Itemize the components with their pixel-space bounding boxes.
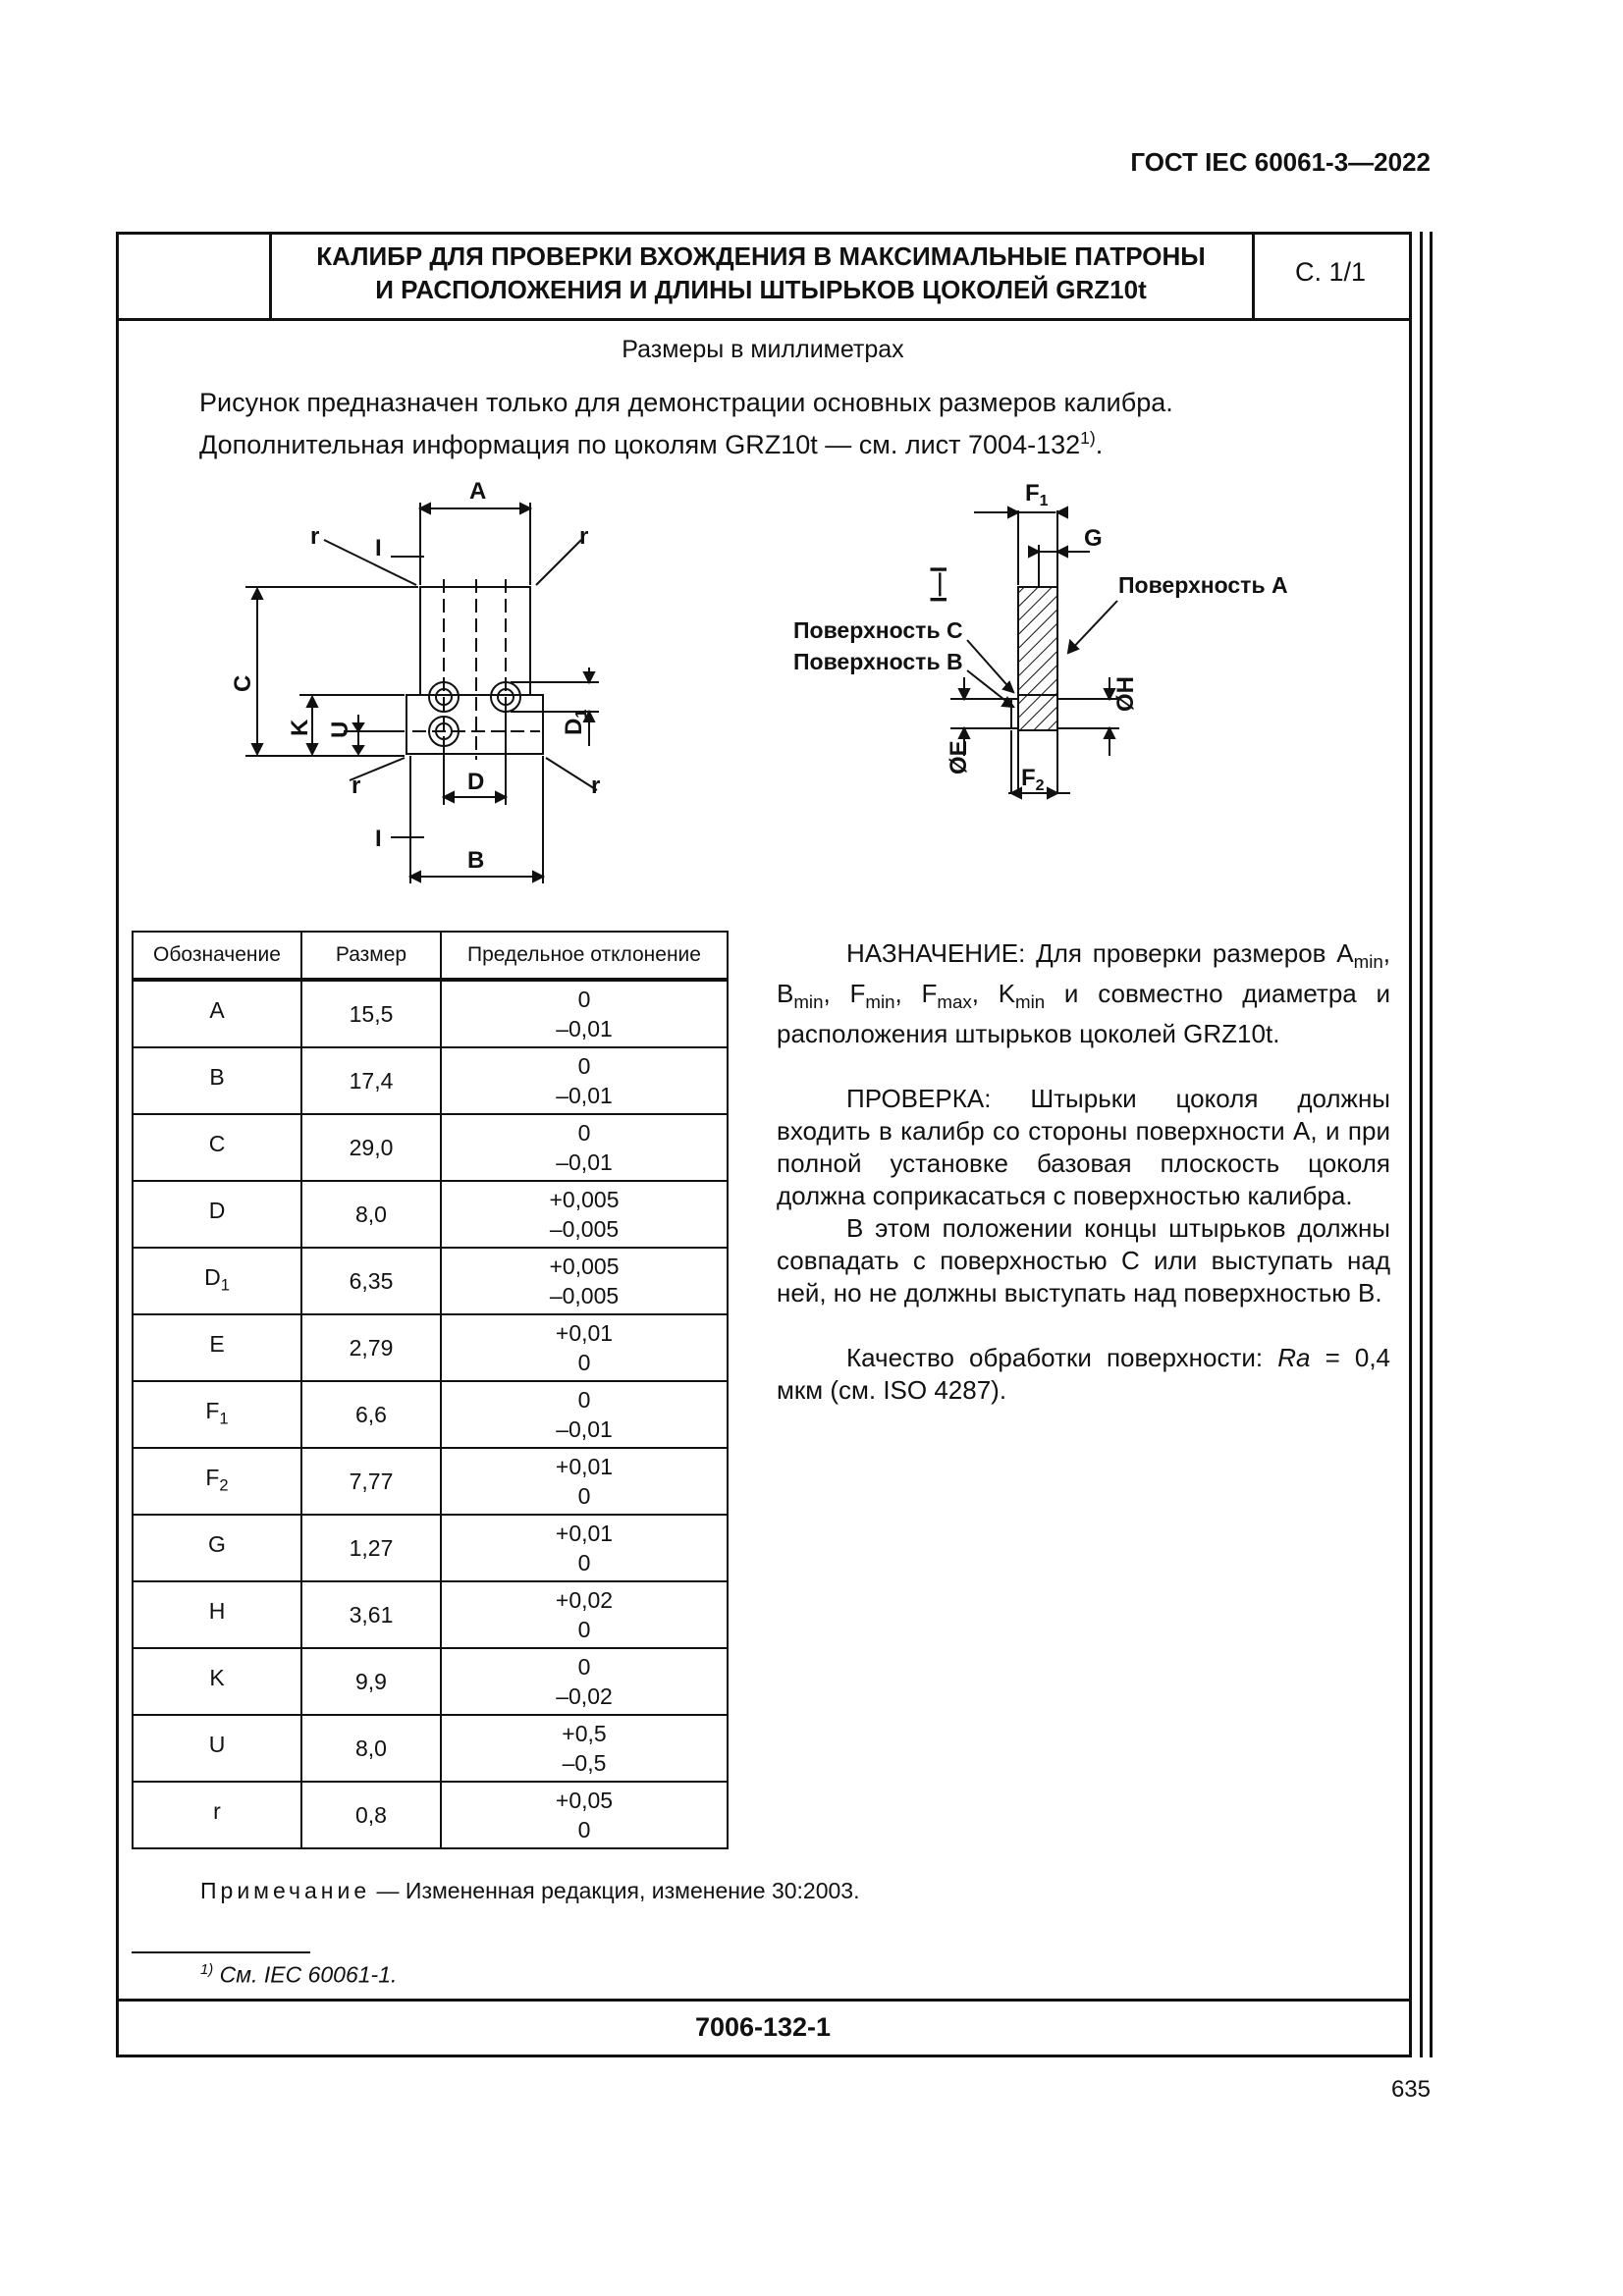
- label-surface-c: Поверхность C: [793, 617, 963, 643]
- label-section-mark: I: [375, 535, 382, 561]
- label-d1: $D_1$: [561, 709, 590, 735]
- column-header: Размер: [301, 932, 441, 980]
- deviation-cell: +0,01 0: [441, 1314, 728, 1381]
- label-d: D: [467, 769, 485, 795]
- label-r: r: [591, 773, 601, 799]
- gauge-front-labels: [230, 478, 600, 874]
- label-g: G: [1084, 525, 1103, 552]
- table-row: [133, 1047, 728, 1114]
- deviation-cell: +0,005 –0,005: [441, 1181, 728, 1248]
- footer-rule: [116, 1999, 1409, 2002]
- size-cell: 8,0: [301, 1715, 441, 1782]
- symbol-cell: $F_1$: [133, 1381, 301, 1448]
- header-divider: [269, 232, 272, 318]
- title-line-1: КАЛИБР ДЛЯ ПРОВЕРКИ ВХОЖДЕНИЯ В МАКСИМАЛЬНЫЕ ПАТРОНЫ: [316, 241, 1206, 271]
- dimensions-table: [132, 931, 729, 1849]
- deviation-cell: 0 –0,01: [441, 1047, 728, 1114]
- symbol-cell: K: [133, 1648, 301, 1715]
- table-row: [133, 1515, 728, 1581]
- note-label: Примечание: [200, 1878, 371, 1903]
- table-row: [133, 980, 728, 1047]
- intro-text: [199, 385, 1173, 462]
- label-u: U: [327, 721, 353, 738]
- frame-right-rule: [1420, 232, 1423, 2057]
- symbol-cell: $F_2$: [133, 1448, 301, 1515]
- label-r: r: [579, 523, 589, 550]
- deviation-cell: 0 –0,01: [441, 1114, 728, 1181]
- deviation-cell: +0,05 0: [441, 1782, 728, 1848]
- table-row: [133, 1648, 728, 1715]
- surface-quality-paragraph: Качество обработки поверхности: Ra = 0,4 мкм (см. ISO 4287).: [777, 1343, 1390, 1406]
- title-line-2: И РАСПОЛОЖЕНИЯ И ДЛИНЫ ШТЫРЬКОВ ЦОКОЛЕЙ GRZ10t: [375, 275, 1147, 304]
- symbol-cell: $D_1$: [133, 1248, 301, 1314]
- deviation-cell: 0 –0,01: [441, 980, 728, 1047]
- label-section-mark: I: [375, 826, 382, 852]
- check-paragraph-2: В этом положении концы штырьков должны совпадать с поверхностью C или выступать над ней, но не должны выступать над поверхностью B.: [777, 1213, 1390, 1308]
- label-b: B: [467, 847, 485, 874]
- note-text: — Измененная редакция, изменение 30:2003.: [370, 1878, 860, 1903]
- label-section: I—I: [926, 565, 952, 603]
- size-cell: 1,27: [301, 1515, 441, 1581]
- symbol-cell: B: [133, 1047, 301, 1114]
- label-e: ØE: [946, 740, 972, 774]
- table-row: [133, 1782, 728, 1848]
- footnote-rule: [132, 1951, 310, 1953]
- label-k: K: [287, 719, 313, 736]
- intro-line-2-end: .: [1095, 430, 1104, 459]
- table-row: [133, 1314, 728, 1381]
- size-cell: 29,0: [301, 1114, 441, 1181]
- intro-line-2: [199, 420, 1173, 462]
- column-header: Предельное отклонение: [441, 932, 728, 980]
- page-number: 635: [1390, 2076, 1431, 2103]
- label-f2: $F_2$: [1021, 765, 1045, 794]
- size-cell: 2,79: [301, 1314, 441, 1381]
- deviation-cell: +0,5 –0,5: [441, 1715, 728, 1782]
- sheet-number: С. 1/1: [1294, 257, 1367, 287]
- note: [200, 1878, 860, 1904]
- size-cell: 0,8: [301, 1782, 441, 1848]
- table-row: [133, 1114, 728, 1181]
- symbol-cell: C: [133, 1114, 301, 1181]
- table-row: [133, 1381, 728, 1448]
- deviation-cell: +0,02 0: [441, 1581, 728, 1648]
- size-cell: 15,5: [301, 980, 441, 1047]
- sheet-code: 7006-132-1: [694, 2012, 832, 2042]
- symbol-cell: E: [133, 1314, 301, 1381]
- label-surface-b: Поверхность B: [793, 649, 963, 674]
- label-c: C: [230, 674, 256, 692]
- symbol-cell: G: [133, 1515, 301, 1581]
- header-divider: [1252, 232, 1255, 318]
- size-cell: 17,4: [301, 1047, 441, 1114]
- column-header: Обозначение: [133, 932, 301, 980]
- purpose-paragraph: НАЗНАЧЕНИЕ: Для проверки размеров $A_{min}$, $B_{min}$, $F_{min}$, $F_{max}$, $K_{min}$ и совместно диаметра и расположения штырьков цоколей GRZ10t.: [777, 938, 1391, 1049]
- symbol-cell: D: [133, 1181, 301, 1248]
- symbol-cell: A: [133, 980, 301, 1047]
- size-cell: 6,35: [301, 1248, 441, 1314]
- size-cell: 7,77: [301, 1448, 441, 1515]
- footnote: $^{1)}$ См. IEC 60061-1.: [200, 1961, 398, 1988]
- deviation-cell: +0,01 0: [441, 1448, 728, 1515]
- gauge-drawing: [177, 469, 1335, 901]
- table-row: [133, 1248, 728, 1314]
- table-header-row: [133, 932, 728, 980]
- label-r: r: [310, 523, 320, 550]
- dimensions-note: Размеры в миллиметрах: [622, 336, 904, 363]
- frame-right-rule: [1430, 232, 1433, 2057]
- symbol-cell: U: [133, 1715, 301, 1782]
- table-row: [133, 1448, 728, 1515]
- size-cell: 6,6: [301, 1381, 441, 1448]
- footnote-ref: 1): [1080, 428, 1096, 448]
- table-row: [133, 1715, 728, 1782]
- label-f1: $F_1$: [1025, 480, 1049, 509]
- table-row: [133, 1181, 728, 1248]
- table-row: [133, 1581, 728, 1648]
- size-cell: 3,61: [301, 1581, 441, 1648]
- size-cell: 8,0: [301, 1181, 441, 1248]
- label-a: A: [469, 478, 487, 505]
- deviation-cell: +0,01 0: [441, 1515, 728, 1581]
- label-r: r: [352, 773, 361, 799]
- intro-line-1: Рисунок предназначен только для демонстрации основных размеров калибра.: [199, 388, 1173, 417]
- deviation-cell: +0,005 –0,005: [441, 1248, 728, 1314]
- sheet-title: [275, 240, 1247, 306]
- check-paragraph-1: ПРОВЕРКА: Штырьки цоколя должны входить в калибр со стороны поверхности A, и при полной установке базовая плоскость цоколя должна соприкасаться с поверхностью калибра.: [777, 1084, 1390, 1211]
- gauge-front-view: [245, 503, 599, 883]
- symbol-cell: H: [133, 1581, 301, 1648]
- symbol-cell: r: [133, 1782, 301, 1848]
- label-h: ØH: [1112, 676, 1139, 712]
- label-surface-a: Поверхность A: [1118, 572, 1288, 598]
- deviation-cell: 0 –0,02: [441, 1648, 728, 1715]
- standard-number: ГОСТ IEC 60061-3—2022: [1130, 147, 1431, 177]
- deviation-cell: 0 –0,01: [441, 1381, 728, 1448]
- description-column: [777, 937, 1390, 1439]
- size-cell: 9,9: [301, 1648, 441, 1715]
- intro-line-2-text: Дополнительная информация по цоколям GRZ10t — см. лист 7004-132: [199, 430, 1081, 459]
